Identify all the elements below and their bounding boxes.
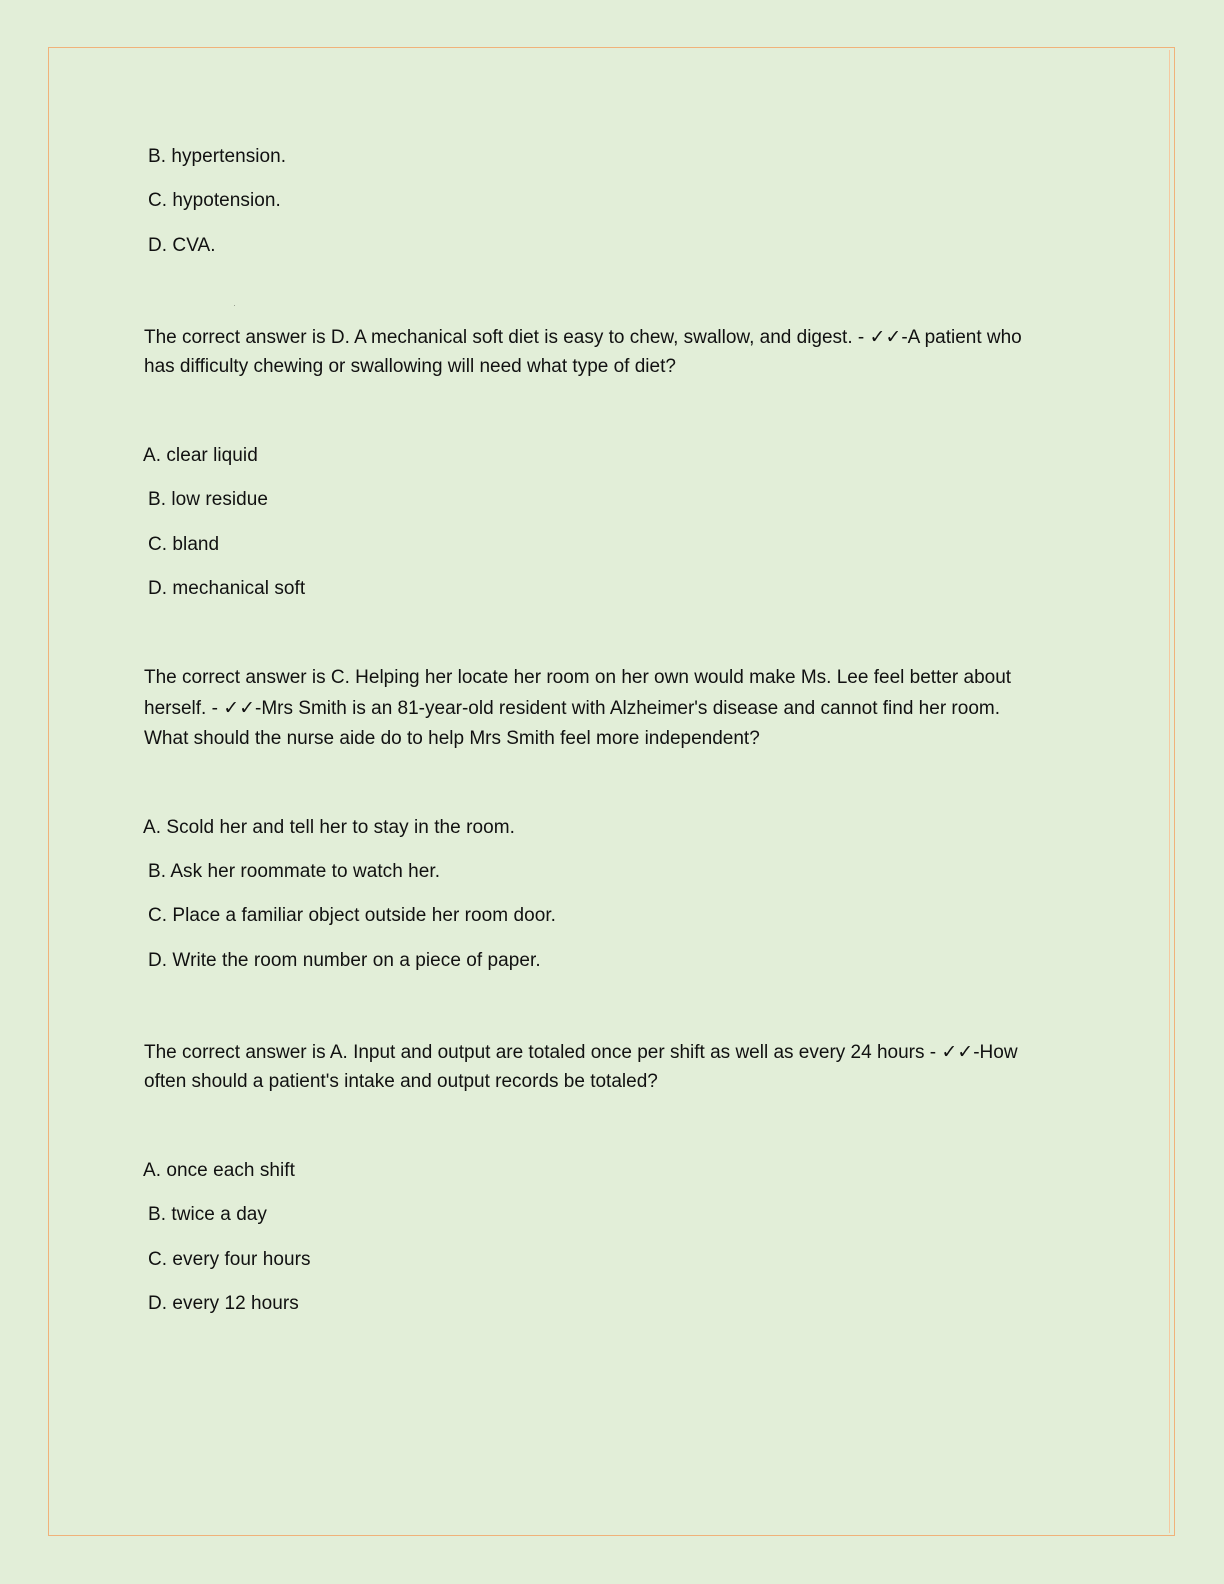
paragraph-line: The correct answer is C. Helping her locate her room on her own would make Ms. Lee feel better about — [144, 667, 1012, 688]
option-b-hypertension: B. hypertension. — [148, 146, 287, 167]
option-d-room-number: D. Write the room number on a piece of paper. — [148, 950, 541, 971]
paragraph-line: has difficulty chewing or swallowing will need what type of diet? — [144, 356, 676, 377]
option-c-every-four-hours: C. every four hours — [148, 1249, 311, 1270]
paragraph-line: herself. - ✓✓-Mrs Smith is an 81-year-old resident with Alzheimer's disease and cannot find her room. — [144, 697, 1000, 719]
option-c-hypotension: C. hypotension. — [148, 190, 281, 211]
stray-mark — [234, 305, 235, 306]
paragraph-line: The correct answer is A. Input and output are totaled once per shift as well as every 24 hours - ✓✓-How — [144, 1042, 1018, 1063]
option-c-familiar-object: C. Place a familiar object outside her room door. — [148, 905, 556, 926]
paragraph-line: What should the nurse aide do to help Mrs Smith feel more independent? — [144, 728, 760, 749]
answer-question-paragraph — [144, 1038, 1084, 1096]
option-a-clear-liquid: A. clear liquid — [143, 445, 258, 466]
option-b-roommate: B. Ask her roommate to watch her. — [148, 861, 441, 882]
option-d-cva: D. CVA. — [148, 235, 216, 256]
option-d-every-12-hours: D. every 12 hours — [148, 1293, 299, 1314]
answer-question-paragraph — [144, 663, 1084, 755]
paragraph-line: often should a patient's intake and output records be totaled? — [144, 1071, 658, 1092]
option-d-mechanical-soft: D. mechanical soft — [148, 578, 306, 599]
answer-question-paragraph — [144, 323, 1084, 381]
option-a-once-each-shift: A. once each shift — [143, 1160, 295, 1181]
option-a-scold: A. Scold her and tell her to stay in the room. — [143, 817, 515, 838]
option-b-twice-a-day: B. twice a day — [148, 1204, 267, 1225]
paragraph-line: The correct answer is D. A mechanical soft diet is easy to chew, swallow, and digest. - ✓✓-A patient who — [144, 327, 1022, 348]
option-b-low-residue: B. low residue — [148, 489, 269, 510]
option-c-bland: C. bland — [148, 534, 220, 555]
